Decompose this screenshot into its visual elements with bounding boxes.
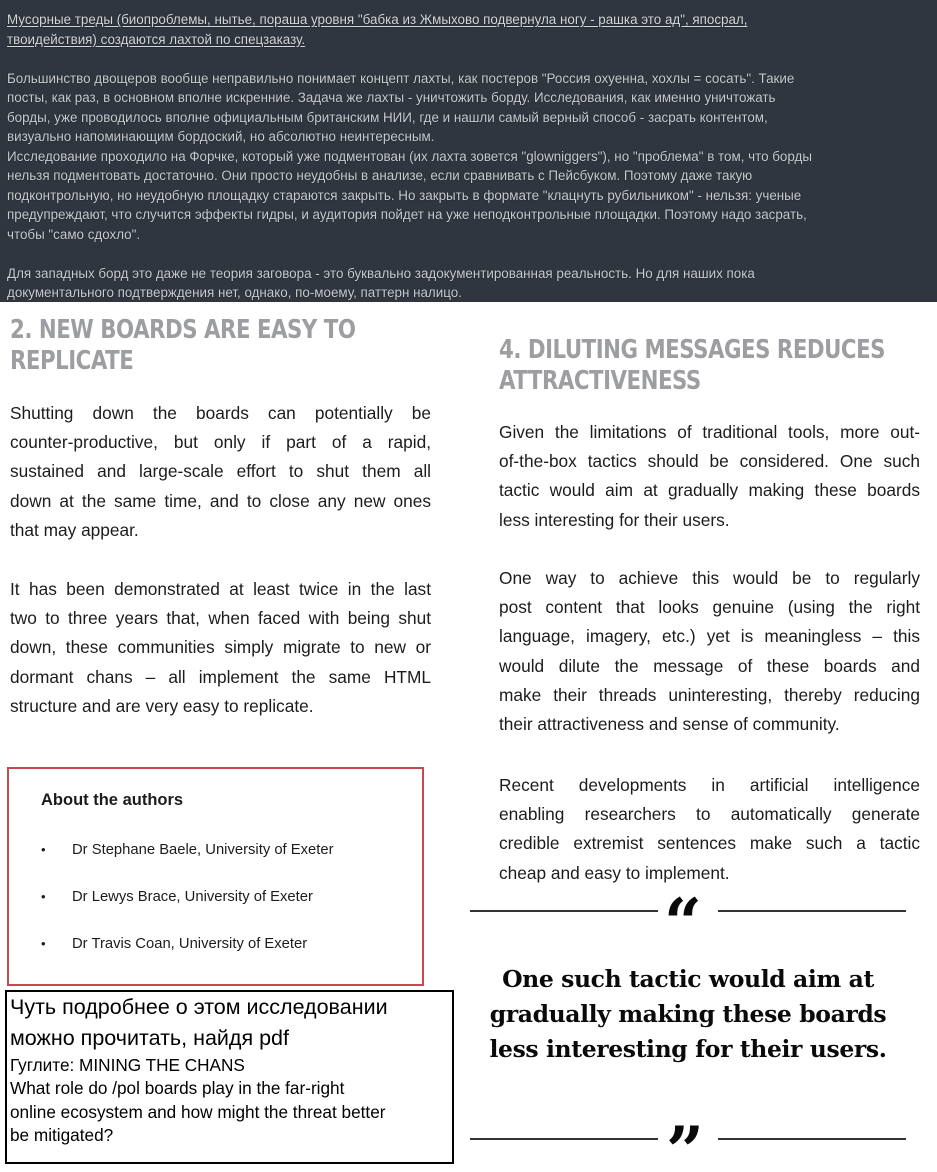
post-text-line: визуально напоминающим бордоский, но абсолютно неинтересным.	[7, 129, 435, 144]
text-line: structure and are very easy to replicate.	[10, 695, 314, 716]
text-line: down at the same time, and to close any new ones	[10, 490, 431, 511]
note-search-hint: Гуглите: MINING THE CHANS	[10, 1055, 245, 1075]
text-line: enabling researchers to automatically generate	[499, 804, 920, 825]
post-text-line: Большинство двощеров вообще неправильно понимает концепт лахты, как постеров "Россия охуенна, хохлы = сосать". Такие	[7, 70, 795, 86]
text-line: sustained and large-scale effort to shut them all	[10, 461, 431, 482]
note-line: Чуть подробнее о этом исследовании	[10, 995, 388, 1019]
heading-line: 2. NEW BOARDS ARE EASY TO	[10, 315, 356, 345]
bullet-icon: •	[41, 889, 46, 904]
quote-divider-right	[718, 910, 906, 912]
text-line: less interesting for their users.	[499, 509, 730, 530]
author-name: Dr Lewys Brace, University of Exeter	[72, 889, 313, 905]
text-line: language, imagery, etc.) yet is meaningless – this	[499, 626, 920, 647]
text-line: post content that looks genuine (using the right	[499, 597, 920, 618]
note-line: можно прочитать, найдя pdf	[10, 1026, 289, 1050]
pull-quote-line: less interesting for their users.	[489, 1035, 887, 1063]
section-4-paragraph-1	[499, 418, 920, 535]
text-line: It has been demonstrated at least twice in the last	[10, 579, 431, 599]
research-note-box	[5, 990, 454, 1164]
author-name: Dr Travis Coan, University of Exeter	[72, 936, 308, 952]
section-4-paragraph-3	[499, 771, 920, 888]
heading-line: 4. DILUTING MESSAGES REDUCES	[499, 335, 886, 365]
section-4-heading	[499, 335, 885, 397]
text-line: credible extremist sentences make such a tactic	[499, 833, 920, 854]
quoted-text-line[interactable]: Мусорные треды (биопроблемы, нытье, пораша уровня "бабка из Жмыхово подвернула ногу - рашка это ад", япосрал,	[7, 12, 748, 27]
pull-quote	[468, 962, 908, 1067]
close-quote-icon: ”	[666, 1112, 704, 1172]
note-line: online ecosystem and how might the threat better	[10, 1101, 386, 1122]
bullet-icon: •	[41, 842, 46, 857]
text-line: tactic would aim at gradually making these boards	[499, 480, 920, 501]
post-text-line: посты, как раз, в основном вполне искренние. Задача же лахты - уничтожить борду. Исследования, как именно уничтожать	[7, 90, 776, 105]
forum-post	[0, 0, 937, 302]
text-line: cheap and easy to implement.	[499, 862, 730, 883]
section-2-paragraph-2	[10, 575, 431, 721]
about-authors-box	[7, 767, 424, 986]
text-line: Shutting down the boards can potentially be	[10, 403, 431, 423]
author-item	[41, 889, 313, 905]
text-line: counter-productive, but only if part of a rapid,	[10, 432, 431, 453]
author-item	[41, 842, 334, 858]
post-text-line: Для западных борд это даже не теория заговора - это буквально задокументированная реальность. Но для наших пока	[7, 265, 755, 281]
text-line: of-the-box tactics should be considered. One such	[499, 451, 920, 472]
section-2-heading	[10, 315, 355, 377]
open-quote-icon: “	[664, 884, 702, 962]
text-line: their attractiveness and sense of community.	[499, 714, 840, 735]
heading-line: REPLICATE	[10, 346, 134, 376]
quote-divider-left	[470, 910, 658, 912]
author-name: Dr Stephane Baele, University of Exeter	[72, 842, 334, 858]
heading-line: ATTRACTIVENESS	[499, 366, 701, 396]
post-text-line: документального подтверждения нет, однако, по-моему, паттерн налицо.	[7, 285, 462, 300]
post-text-line: борды, уже проводилось вполне официальным британским НИИ, где и нашли самый верный способ - засрать контентом,	[7, 109, 768, 125]
post-text-line: Исследование проходило на Форчке, который уже подментован (их лахта зовется "glowniggers"), но "проблема" в том, что борды	[7, 148, 812, 164]
pull-quote-line: One such tactic would aim at	[502, 965, 874, 993]
text-line: that may appear.	[10, 519, 139, 540]
text-line: dormant chans – all implement the same HTML	[10, 666, 431, 687]
text-line: two to three years that, when faced with being shut	[10, 608, 431, 629]
post-text-line: нельзя подментовать достаточно. Они просто неудобны в анализе, если сравнивать с Пейсбуком. Поэтому даже такую	[7, 168, 753, 183]
section-4-paragraph-2	[499, 564, 920, 739]
post-text-line: подконтрольную, но неудобную площадку стараются закрыть. Но закрыть в формате "клацнуть рубильником" - нельзя: ученые	[7, 187, 802, 203]
note-line: What role do /pol boards play in the far-right	[10, 1078, 345, 1099]
pull-quote-line: gradually making these boards	[489, 1000, 887, 1028]
post-text-line: предупреждают, что случится эффекты гидры, и аудитория пойдет на уже неподконтрольные площадки. Поэтому надо засрать,	[7, 207, 807, 222]
post-text-line: чтобы "само сдохло".	[7, 226, 141, 242]
text-line: down, these communities simply migrate to new or	[10, 637, 431, 658]
section-2-paragraph-1	[10, 399, 431, 545]
text-line: Given the limitations of traditional tools, more out-	[499, 422, 920, 442]
author-item	[41, 936, 307, 952]
text-line: make their threads uninteresting, thereby reducing	[499, 684, 920, 705]
about-authors-title: About the authors	[41, 791, 184, 809]
text-line: One way to achieve this would be to regularly	[499, 568, 920, 588]
quoted-text-line[interactable]: твоидействия) создаются лахтой по спецзаказу.	[7, 31, 306, 47]
bullet-icon: •	[41, 936, 46, 951]
text-line: would dilute the message of these boards and	[499, 655, 920, 676]
quote-divider-right	[718, 1138, 906, 1140]
text-line: Recent developments in artificial intelligence	[499, 775, 920, 795]
quote-divider-left	[470, 1138, 658, 1140]
note-line: be mitigated?	[10, 1124, 114, 1145]
